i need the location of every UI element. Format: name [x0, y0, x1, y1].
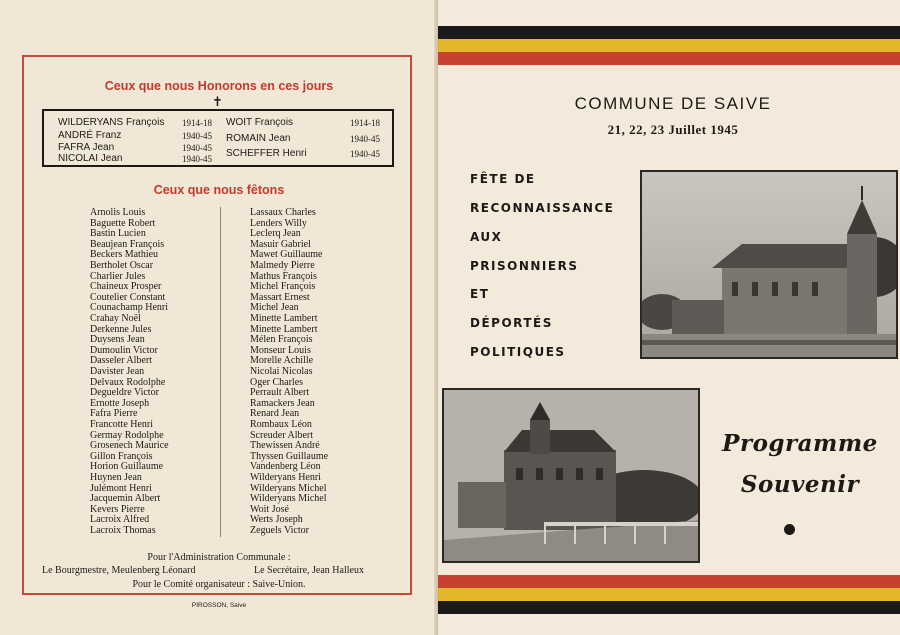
honored-name: SCHEFFER Henri — [226, 148, 307, 159]
celebrated-name: Ramackers Jean — [250, 397, 315, 409]
commune-title: COMMUNE DE SAIVE — [574, 94, 772, 113]
honored-name: FAFRA Jean — [58, 142, 115, 153]
celebrated-name: Oger Charles — [250, 376, 304, 388]
souvenir-title: Souvenir — [740, 471, 860, 498]
administration-line: Pour l'Administration Communale : — [147, 552, 291, 563]
celebrated-name: Michel Jean — [250, 302, 299, 314]
honored-name: WILDERYANS François — [58, 117, 165, 128]
secretary-signature: Le Secrétaire, Jean Halleux — [254, 565, 364, 576]
fete-line: AUX — [470, 230, 503, 244]
fete-line: FÊTE DE — [470, 172, 536, 186]
honored-name: NICOLAI Jean — [58, 153, 123, 164]
fete-line: PRISONNIERS — [470, 259, 579, 273]
fete-line: RECONNAISSANCE — [470, 201, 615, 215]
celebrated-name: Dasseler Albert — [90, 355, 152, 367]
celebrated-name: Malmedy Pierre — [250, 260, 315, 271]
fete-line: DÉPORTÉS — [470, 316, 553, 330]
celebrated-name: Lacroix Alfred — [90, 514, 150, 526]
celebrated-name: Counachamp Henri — [90, 302, 169, 314]
celebrated-name: Germay Rodolphe — [90, 429, 164, 441]
honored-list — [42, 109, 394, 167]
celebrated-name: Wilderyans Henri — [250, 472, 321, 483]
flag-stripe-black-bottom — [438, 601, 900, 614]
celebrated-name: Davister Jean — [90, 366, 145, 377]
celebrated-name: Thyssen Guillaume — [250, 450, 329, 462]
honor-title: Ceux que nous Honorons en ces jours — [104, 79, 334, 93]
celebrated-name: Grosenech Maurice — [90, 440, 169, 452]
celebrated-name: Perrault Albert — [250, 387, 310, 399]
celebrated-name: Lenders Willy — [250, 217, 307, 229]
honor-frame — [22, 55, 412, 595]
fete-line: POLITIQUES — [470, 345, 566, 359]
celebrated-name: Werts Joseph — [250, 514, 303, 526]
programme-title: Programme — [722, 430, 878, 457]
celebrated-name: Ernotte Joseph — [90, 397, 150, 409]
celebrated-name: Chaineux Prosper — [90, 281, 162, 293]
celebrated-name: Wilderyans Michel — [250, 482, 327, 494]
celebrated-name: Thewissen André — [250, 440, 320, 452]
honored-name: WOIT François — [226, 117, 294, 128]
celebrated-name: Mélen François — [250, 334, 313, 346]
honored-name: ROMAIN Jean — [226, 133, 291, 144]
honored-period: 1940-45 — [350, 134, 380, 144]
celebrated-name: Morelle Achille — [250, 355, 314, 367]
honored-period: 1940-45 — [182, 131, 212, 141]
celebrated-name: Minette Lambert — [250, 323, 318, 335]
honored-period: 1914-18 — [350, 118, 380, 128]
celebrated-name: Renard Jean — [250, 408, 300, 420]
celebrated-name: Wilderyans Michel — [250, 493, 327, 505]
flag-stripe-yellow-bottom — [438, 588, 900, 601]
honored-period: 1914-18 — [182, 118, 212, 128]
flag-stripe-black-top — [438, 26, 900, 39]
celebrated-name: Horion Guillaume — [90, 461, 164, 473]
celebrated-title: Ceux que nous fêtons — [153, 183, 285, 197]
left-page — [0, 0, 438, 635]
celebrated-name: Kevers Pierre — [90, 503, 145, 515]
flag-stripe-red-bottom — [438, 575, 900, 588]
celebrated-name: Gillon François — [90, 450, 153, 462]
fete-line: ET — [470, 287, 490, 301]
celebrated-name: Bertholet Oscar — [90, 260, 154, 271]
mayor-signature: Le Bourgmestre, Meulenberg Léonard — [42, 565, 196, 576]
celebrated-name: Lacroix Thomas — [90, 525, 156, 536]
honored-period: 1940-45 — [350, 149, 380, 159]
celebrated-name: Michel François — [250, 281, 316, 293]
bullet-dot — [784, 524, 795, 535]
celebrated-name: Francotte Henri — [90, 419, 154, 430]
celebrated-name: Lassaux Charles — [250, 207, 316, 218]
honored-name: ANDRÉ Franz — [58, 130, 122, 141]
celebrated-name: Degueldre Victor — [90, 387, 159, 399]
flag-stripe-red-top — [438, 52, 900, 65]
celebrated-name: Nicolai Nicolas — [250, 366, 313, 377]
right-page — [438, 0, 900, 635]
celebrated-name: Delvaux Rodolphe — [90, 376, 166, 388]
celebrated-name: Beckers Mathieu — [90, 249, 159, 261]
celebrated-name: Baguette Robert — [90, 217, 156, 229]
committee-line: Pour le Comité organisateur : Saive-Union. — [132, 579, 306, 590]
flag-stripe-yellow-top — [438, 39, 900, 52]
celebrated-name: Leclerq Jean — [250, 228, 301, 240]
celebrated-name: Mathus François — [250, 270, 317, 282]
honored-period: 1940-45 — [182, 154, 212, 164]
celebrated-name: Jacquemin Albert — [90, 493, 161, 505]
celebrated-name: Fafra Pierre — [90, 408, 138, 420]
celebrated-name: Masuir Gabriel — [250, 238, 311, 250]
honored-period: 1940-45 — [182, 143, 212, 153]
celebrated-name: Julémont Henri — [90, 482, 152, 494]
building-photo — [442, 388, 700, 563]
cross-icon: ✝ — [212, 95, 223, 110]
printer-credit: PIROSSON, Saive — [191, 602, 247, 609]
celebrated-name: Minette Lambert — [250, 313, 318, 324]
celebrated-name: Mawet Guillaume — [250, 249, 323, 261]
celebrated-name: Crahay Noël — [90, 313, 141, 324]
celebrated-name: Derkenne Jules — [90, 323, 152, 335]
celebrated-name: Dumoulin Victor — [90, 344, 158, 356]
celebrated-name: Vandenberg Léon — [250, 461, 321, 473]
celebrated-name: Huynen Jean — [90, 472, 142, 483]
celebrated-name: Arnolis Louis — [90, 207, 146, 218]
celebrated-name: Charlier Jules — [90, 270, 146, 282]
celebrated-name: Zeguels Victor — [250, 525, 309, 536]
celebrated-name: Duysens Jean — [90, 334, 145, 346]
celebrated-name: Massart Ernest — [250, 291, 310, 303]
celebrated-name: Coutelier Constant — [90, 291, 166, 303]
celebrated-name: Bastin Lucien — [90, 228, 146, 240]
column-divider — [220, 207, 221, 537]
event-dates: 21, 22, 23 Juillet 1945 — [607, 122, 739, 137]
celebrated-name: Woit José — [250, 503, 289, 515]
celebrated-name: Screuder Albert — [250, 429, 314, 441]
church-photo — [640, 170, 898, 359]
celebrated-name: Beaujean François — [90, 238, 165, 250]
celebrated-name: Rombaux Léon — [250, 419, 312, 430]
celebrated-name: Monseur Louis — [250, 344, 311, 356]
